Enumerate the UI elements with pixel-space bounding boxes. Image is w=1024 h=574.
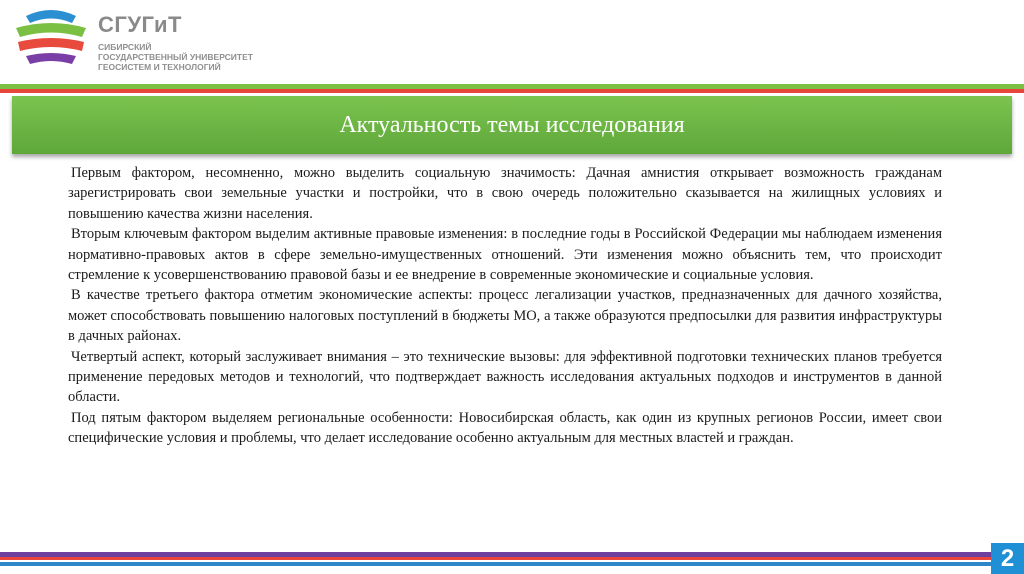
university-emblem-icon bbox=[12, 6, 90, 74]
footer-stripe-blue bbox=[0, 562, 1024, 566]
body-paragraph: Четвертый аспект, который заслуживает внимания – это технические вызовы: для эффективной подготовки технических планов требуется применение передовых методов и технологий, что подтверждает важность исследования актуальных подходов и инструментов в данной области. bbox=[68, 348, 942, 406]
body-paragraph: В качестве третьего фактора отметим экономические аспекты: процесс легализации участков, предназначенных для дачного хозяйства, может способствовать повышению налоговых поступлений в бюджеты МО, а также образуются предпосылки для развития инфраструктуры в дачных районах. bbox=[68, 287, 942, 345]
title-bar bbox=[12, 96, 1012, 154]
page-number: 2 bbox=[991, 543, 1024, 574]
org-full-name-line: ГОСУДАРСТВЕННЫЙ УНИВЕРСИТЕТ bbox=[98, 52, 253, 62]
slide-title: Актуальность темы исследования bbox=[339, 111, 685, 138]
org-full-name-line: ГЕОСИСТЕМ И ТЕХНОЛОГИЙ bbox=[98, 62, 221, 72]
slide-body bbox=[68, 163, 942, 449]
body-paragraph: Под пятым фактором выделяем региональные особенности: Новосибирская область, как один из крупных регионов России, имеет свои специфические условия и проблемы, что делает исследование особенно актуальным для местных властей и граждан. bbox=[68, 409, 942, 447]
university-logo bbox=[12, 6, 252, 76]
header-stripe-red bbox=[0, 89, 1024, 93]
org-full-name bbox=[98, 42, 253, 72]
org-short-name: СГУГиТ bbox=[98, 12, 182, 37]
footer-stripe-red bbox=[0, 557, 1024, 560]
body-paragraph: Вторым ключевым фактором выделим активные правовые изменения: в последние годы в Российской Федерации мы наблюдаем изменения нормативно-правовых актов в сфере земельно-имущественных отношений. Эти изменения можно объяснить тем, что происходит стремление к усовершенствованию правовой базы и ее внедрение в современные экономические и социальные условия. bbox=[68, 226, 942, 284]
body-paragraph: Первым фактором, несомненно, можно выделить социальную значимость: Дачная амнистия открывает возможность гражданам зарегистрировать свои земельные участки и постройки, что в свою очередь положительно сказывается на жилищных условиях и повышению качества жизни населения. bbox=[68, 165, 942, 222]
org-full-name-line: СИБИРСКИЙ bbox=[98, 42, 152, 52]
